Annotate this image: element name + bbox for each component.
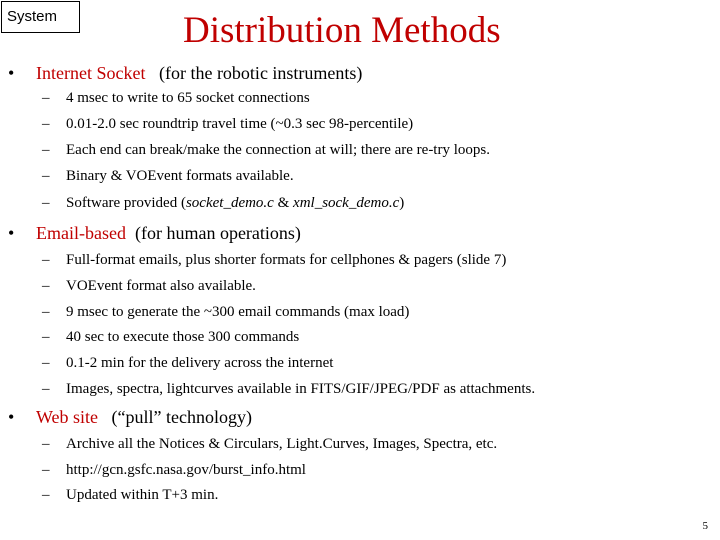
slide-title: Distribution Methods [183, 10, 501, 51]
section-heading: Web site [36, 407, 99, 427]
socket-demo-filename: socket_demo.c [185, 195, 274, 211]
section-heading: Email-based [36, 223, 126, 243]
bullet-dot-icon: • [8, 223, 15, 243]
section-note: (for human operations) [134, 223, 301, 243]
section-note: (“pull” technology) [111, 407, 252, 427]
xml-sock-demo-filename: xml_sock_demo.c [293, 195, 400, 211]
system-label: System [1, 1, 80, 33]
section-heading: Internet Socket [36, 63, 146, 83]
bullet-dot-icon: • [8, 407, 15, 427]
page-number: 5 [702, 520, 708, 532]
section-note: (for the robotic instruments) [158, 63, 363, 83]
bullet-dot-icon: • [8, 63, 15, 83]
